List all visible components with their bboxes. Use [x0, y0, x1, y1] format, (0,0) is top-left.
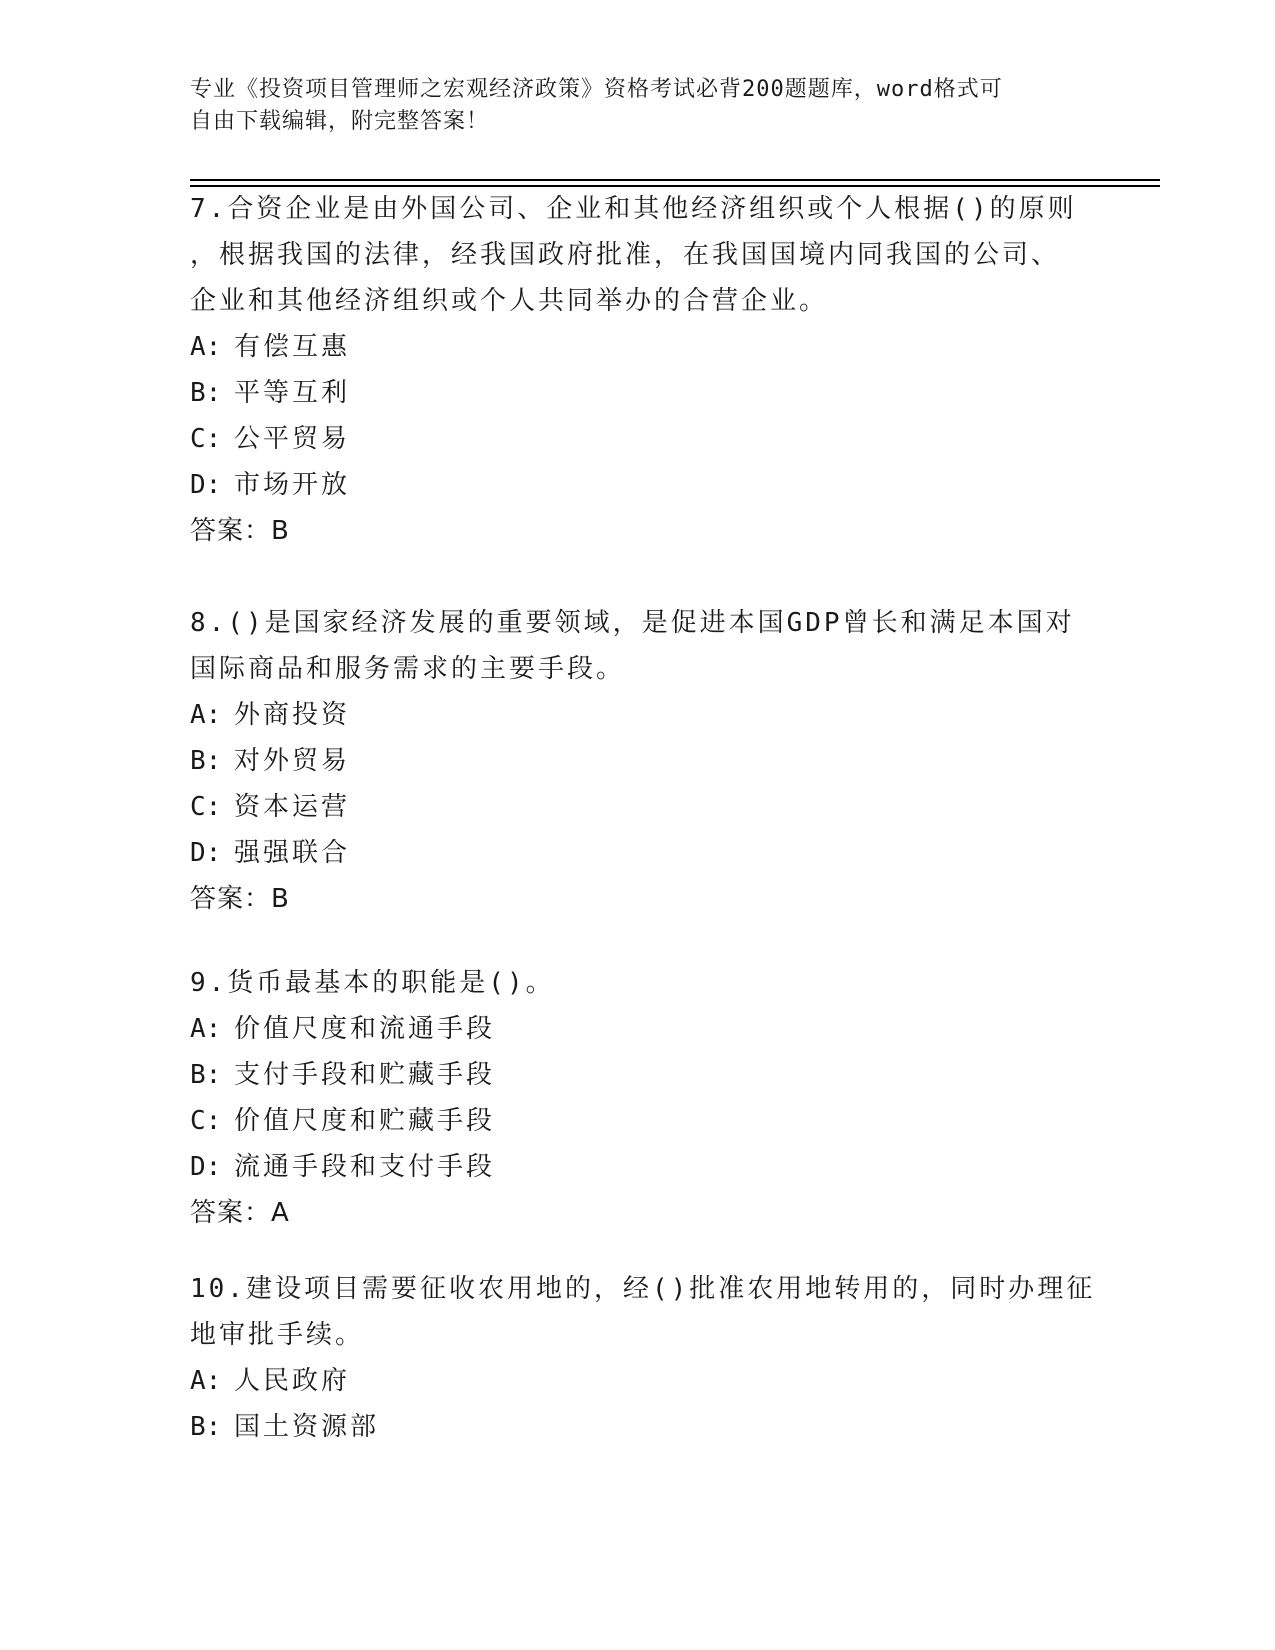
- option-text: 价值尺度和贮藏手段: [234, 1106, 496, 1136]
- option-letter: C:: [190, 1106, 222, 1136]
- option-text: 有偿互惠: [234, 332, 351, 362]
- question-10: [190, 1266, 1096, 1450]
- question-text-line: 10.建设项目需要征收农用地的，经()批准农用地转用的，同时办理征: [190, 1274, 1096, 1304]
- option-text: 支付手段和贮藏手段: [234, 1060, 496, 1090]
- option-d: [190, 830, 1090, 876]
- option-letter: D:: [190, 470, 222, 500]
- option-d: [190, 462, 1090, 508]
- option-letter: B:: [190, 1412, 222, 1442]
- option-c: [190, 1098, 1090, 1144]
- option-letter: C:: [190, 424, 222, 454]
- question-8: [190, 600, 1090, 922]
- option-b: [190, 1404, 1090, 1450]
- option-letter: B:: [190, 1060, 222, 1090]
- question-text-line: 企业和其他经济组织或个人共同举办的合营企业。: [190, 286, 829, 316]
- option-letter: A:: [190, 700, 222, 730]
- option-text: 平等互利: [234, 378, 351, 408]
- option-b: [190, 1052, 1090, 1098]
- answer-line: 答案：A: [190, 1198, 290, 1228]
- option-letter: A:: [190, 332, 222, 362]
- question-7: [190, 186, 1090, 554]
- question-text-line: 8.()是国家经济发展的重要领域，是促进本国GDP曾长和满足本国对: [190, 608, 1075, 638]
- option-text: 流通手段和支付手段: [234, 1152, 496, 1182]
- option-c: [190, 784, 1090, 830]
- option-text: 对外贸易: [234, 746, 351, 776]
- option-text: 人民政府: [234, 1366, 351, 1396]
- header-line-1: 专业《投资项目管理师之宏观经济政策》资格考试必背200题题库，word格式可: [190, 77, 1003, 102]
- option-letter: C:: [190, 792, 222, 822]
- option-text: 市场开放: [234, 470, 351, 500]
- question-9: [190, 960, 1090, 1236]
- option-letter: B:: [190, 378, 222, 408]
- question-text-line: 国际商品和服务需求的主要手段。: [190, 654, 626, 684]
- document-header: [190, 74, 1090, 138]
- option-text: 资本运营: [234, 792, 351, 822]
- question-text-line: 9.货币最基本的职能是()。: [190, 968, 555, 998]
- option-a: [190, 1358, 1090, 1404]
- option-letter: B:: [190, 746, 222, 776]
- option-text: 价值尺度和流通手段: [234, 1014, 496, 1044]
- header-line-2: 自由下载编辑，附完整答案！: [190, 109, 490, 134]
- option-b: [190, 738, 1090, 784]
- option-letter: A:: [190, 1014, 222, 1044]
- option-text: 强强联合: [234, 838, 351, 868]
- option-c: [190, 416, 1090, 462]
- question-text-line: 地审批手续。: [190, 1320, 365, 1350]
- option-text: 国土资源部: [234, 1412, 380, 1442]
- option-a: [190, 1006, 1090, 1052]
- option-letter: D:: [190, 1152, 222, 1182]
- option-a: [190, 324, 1090, 370]
- option-text: 外商投资: [234, 700, 351, 730]
- option-a: [190, 692, 1090, 738]
- option-letter: A:: [190, 1366, 222, 1396]
- question-text-line: ，根据我国的法律，经我国政府批准，在我国国境内同我国的公司、: [190, 240, 1061, 270]
- answer-line: 答案：B: [190, 884, 290, 914]
- header-divider-top: [190, 179, 1160, 181]
- question-text-line: 7.合资企业是由外国公司、企业和其他经济组织或个人根据()的原则: [190, 194, 1077, 224]
- option-b: [190, 370, 1090, 416]
- option-letter: D:: [190, 838, 222, 868]
- answer-line: 答案：B: [190, 516, 290, 546]
- option-text: 公平贸易: [234, 424, 351, 454]
- option-d: [190, 1144, 1090, 1190]
